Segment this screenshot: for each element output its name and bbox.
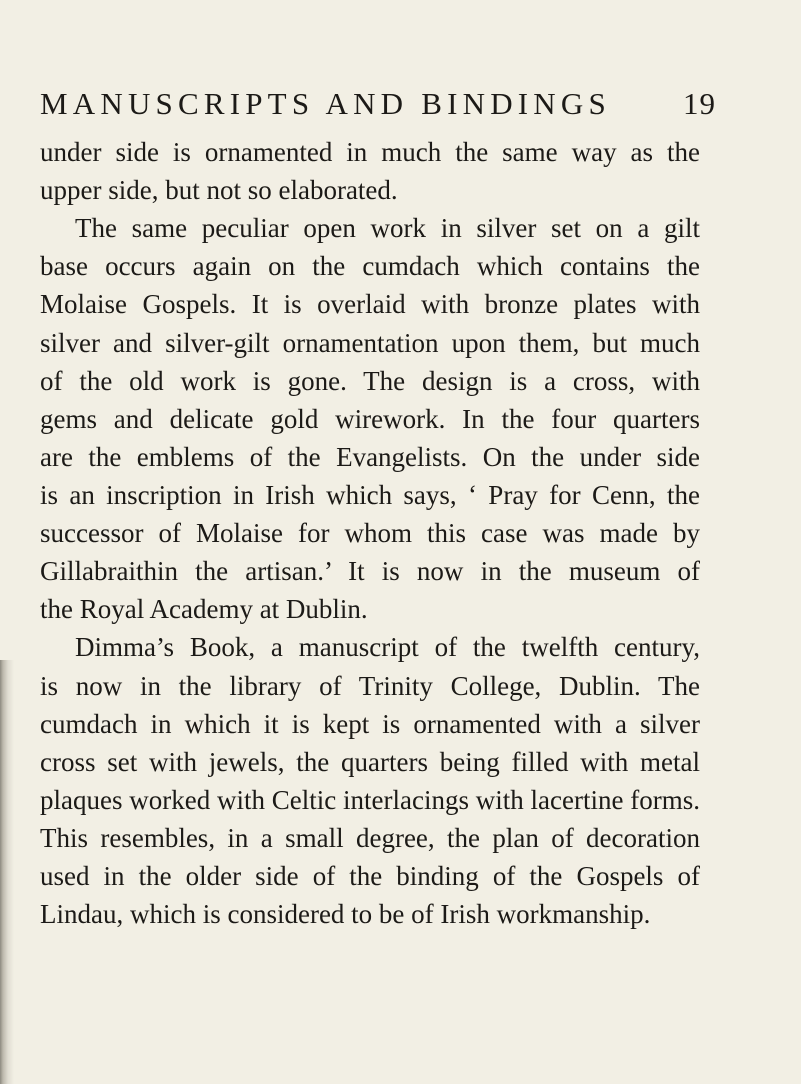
text-line: of the old work is gone. The design is a cross, with <box>40 365 700 396</box>
text-line: The same peculiar open work in silver set on a gilt <box>75 213 700 244</box>
text-line: cumdach in which it is kept is ornamented with a silver <box>40 708 700 739</box>
text-line: gems and delicate gold wirework. In the four quarters <box>40 403 700 434</box>
text-line: Molaise Gospels. It is overlaid with bronze plates with <box>40 289 700 320</box>
body-text <box>40 133 700 933</box>
text-line: is an inscription in Irish which says, ‘ Pray for Cenn, the <box>40 479 700 510</box>
running-title: MANUSCRIPTS AND BINDINGS <box>40 86 611 121</box>
text-line: upper side, but not so elaborated. <box>40 175 398 206</box>
text-line: silver and silver-gilt ornamentation upon them, but much <box>40 327 700 358</box>
text-line: the Royal Academy at Dublin. <box>40 594 368 625</box>
running-head <box>40 82 716 126</box>
text-line: Gillabraithin the artisan.’ It is now in the museum of <box>40 556 700 587</box>
text-line: is now in the library of Trinity College, Dublin. The <box>40 670 700 701</box>
binding-gutter-shadow <box>0 660 14 1084</box>
text-line: successor of Molaise for whom this case was made by <box>40 518 700 549</box>
text-line: This resembles, in a small degree, the plan of decoration <box>40 822 700 853</box>
text-line: base occurs again on the cumdach which contains the <box>40 251 700 282</box>
text-line: used in the older side of the binding of the Gospels of <box>40 861 700 892</box>
text-line: plaques worked with Celtic interlacings with lacertine forms. <box>40 784 700 815</box>
text-line: Dimma’s Book, a manuscript of the twelfth century, <box>75 632 700 663</box>
text-line: under side is ornamented in much the same way as the <box>40 137 700 167</box>
text-line: cross set with jewels, the quarters being filled with metal <box>40 746 700 777</box>
text-line: Lindau, which is considered to be of Irish workmanship. <box>40 899 651 930</box>
text-line: are the emblems of the Evangelists. On the under side <box>40 441 700 472</box>
page-number: 19 <box>683 86 716 121</box>
